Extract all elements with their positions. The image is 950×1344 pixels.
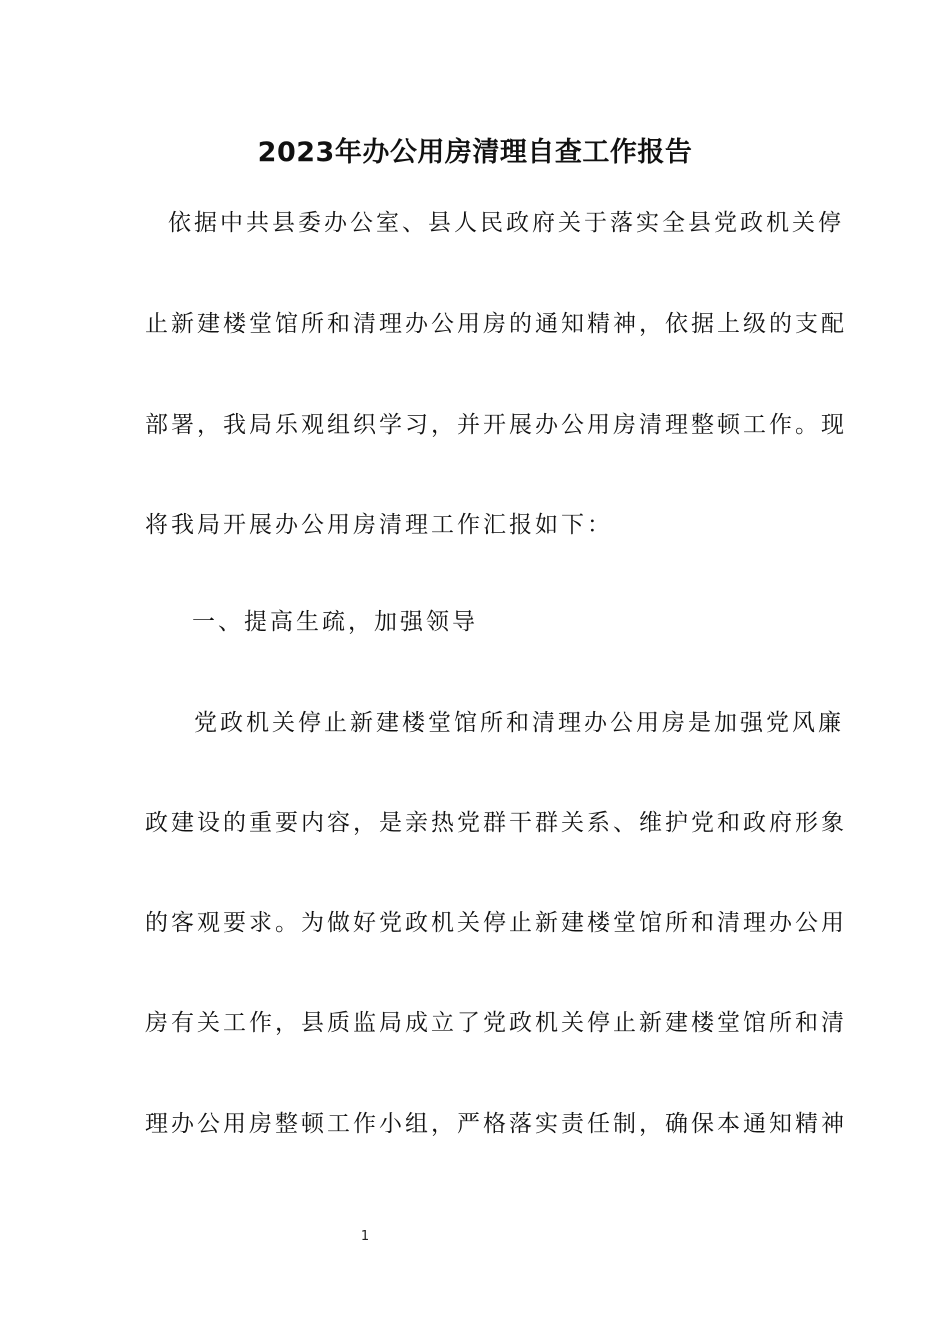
paragraph-line: 止新建楼堂馆所和清理办公用房的通知精神，依据上级的支配 — [145, 311, 847, 337]
paragraph-line: 党政机关停止新建楼堂馆所和清理办公用房是加强党风廉 — [194, 710, 844, 736]
page-number: 1 — [360, 1229, 370, 1244]
paragraph-line: 将我局开展办公用房清理工作汇报如下： — [145, 512, 613, 538]
document-title: 2023年办公用房清理自查工作报告 — [257, 137, 693, 168]
paragraph-line: 的客观要求。为做好党政机关停止新建楼堂馆所和清理办公用 — [145, 910, 847, 936]
paragraph-line: 依据中共县委办公室、县人民政府关于落实全县党政机关停 — [168, 210, 844, 236]
paragraph-line: 政建设的重要内容，是亲热党群干群关系、维护党和政府形象 — [145, 810, 847, 836]
paragraph-line: 理办公用房整顿工作小组，严格落实责任制，确保本通知精神 — [145, 1111, 847, 1137]
paragraph-line: 部署，我局乐观组织学习，并开展办公用房清理整顿工作。现 — [145, 412, 847, 438]
section-heading: 一、提高生疏，加强领导 — [192, 609, 478, 635]
paragraph-line: 房有关工作，县质监局成立了党政机关停止新建楼堂馆所和清 — [145, 1010, 847, 1036]
